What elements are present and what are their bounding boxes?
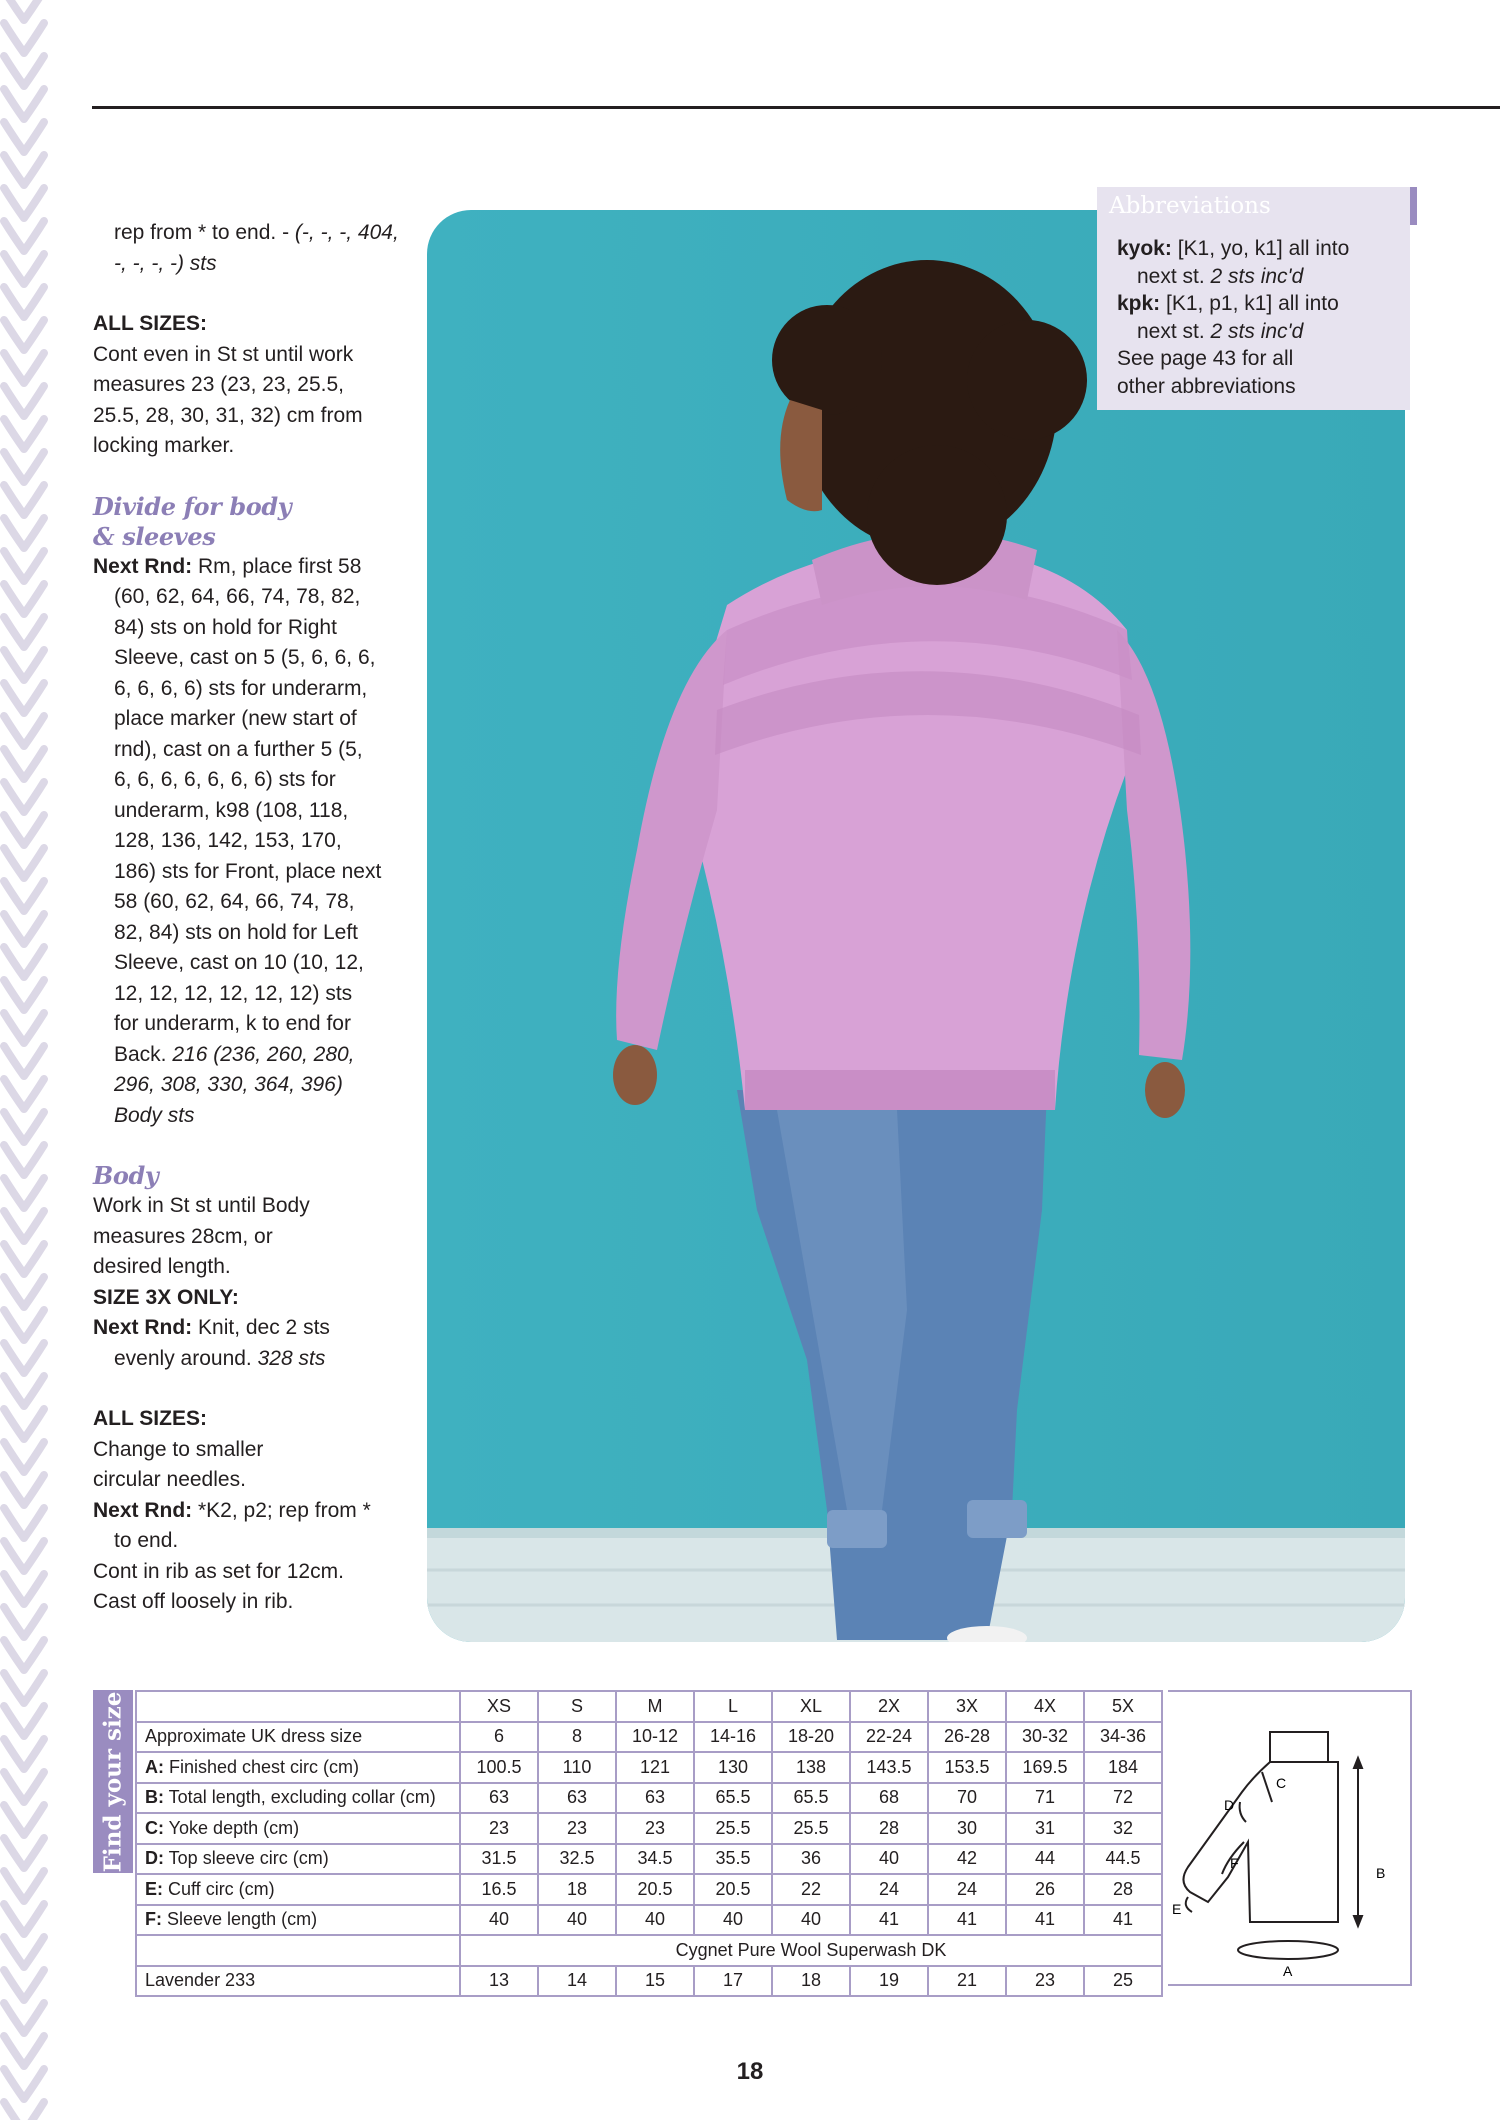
cable-chevron: [4, 23, 44, 53]
measurement-value: 35.5: [694, 1844, 772, 1875]
yarn-blank-cell: [136, 1935, 460, 1966]
instruction-line: 186) sts for Front, place next: [114, 859, 382, 883]
colour-ball-count: 18: [772, 1966, 850, 1997]
measurement-value: 24: [850, 1874, 928, 1905]
abbreviation-entry: next st. 2 sts inc'd: [1137, 264, 1304, 288]
cable-chevron: [4, 716, 44, 746]
size-header-cell: M: [616, 1691, 694, 1722]
cable-chevron: [4, 1904, 44, 1934]
instruction-line: Work in St st until Body: [93, 1194, 310, 1217]
colour-ball-count: 17: [694, 1966, 772, 1997]
instruction-line: 84) sts on hold for Right: [114, 615, 337, 639]
cable-chevron: [4, 155, 44, 185]
instruction-line: 12, 12, 12, 12, 12, 12) sts: [114, 981, 353, 1005]
cable-chevron: [4, 1706, 44, 1736]
measurement-value: 32.5: [538, 1844, 616, 1875]
measurement-value: 41: [928, 1905, 1006, 1936]
measurement-name: Top sleeve circ (cm): [164, 1848, 329, 1869]
cable-chevron: [4, 353, 44, 383]
measurement-value: 65.5: [694, 1783, 772, 1814]
measurement-row: [136, 1905, 1162, 1936]
measurement-value: 44: [1006, 1844, 1084, 1875]
size-header-row: [136, 1691, 1162, 1722]
abbreviation-entry: next st. 2 sts inc'd: [1137, 319, 1304, 343]
cable-chevron: [4, 947, 44, 977]
measurement-value: 22: [772, 1874, 850, 1905]
size-header-cell: 3X: [928, 1691, 1006, 1722]
colour-ball-count: 23: [1006, 1966, 1084, 1997]
instruction-line: rep from * to end. - (-, -, -, 404,: [114, 221, 399, 244]
size-chart: [93, 1690, 1407, 2020]
yarn-name-cell: Cygnet Pure Wool Superwash DK: [460, 1935, 1162, 1966]
measurement-row: [136, 1874, 1162, 1905]
instruction-line: circular needles.: [93, 1468, 246, 1491]
size-table: [135, 1690, 1163, 1997]
measurement-label: [136, 1783, 460, 1814]
measurement-value: 30: [928, 1813, 1006, 1844]
size-header-cell: S: [538, 1691, 616, 1722]
instruction-line: Sleeve, cast on 10 (10, 12,: [114, 951, 364, 974]
instruction-line: Cast off loosely in rib.: [93, 1590, 294, 1613]
measurement-value: 25.5: [772, 1813, 850, 1844]
abbreviation-note: other abbreviations: [1117, 374, 1296, 398]
cable-chevron: [4, 452, 44, 482]
cable-chevron: [4, 1772, 44, 1802]
measurement-name: Sleeve length (cm): [162, 1909, 318, 1930]
cable-chevron: [4, 1673, 44, 1703]
measurement-value: 10-12: [616, 1722, 694, 1753]
measurement-label: [136, 1752, 460, 1783]
instruction-line: locking marker.: [93, 434, 235, 457]
abbreviation-note: See page 43 for all: [1117, 347, 1294, 370]
label-e: E: [1172, 1901, 1182, 1917]
measurement-value: 138: [772, 1752, 850, 1783]
size-header-cell: L: [694, 1691, 772, 1722]
cable-chevron: [4, 254, 44, 284]
cable-chevron: [4, 1409, 44, 1439]
instruction-line: Change to smaller: [93, 1437, 264, 1461]
measurement-value: 143.5: [850, 1752, 928, 1783]
yarn-row: [136, 1935, 1162, 1966]
header-rule: [92, 106, 1500, 109]
measurement-row: [136, 1813, 1162, 1844]
model-wearing-sweater-image: [427, 210, 1405, 1642]
cable-chevron: [4, 1145, 44, 1175]
instruction-line: -, -, -, -) sts: [114, 251, 217, 275]
instruction-line: Sleeve, cast on 5 (5, 6, 6, 6,: [114, 646, 376, 669]
measurement-value: 40: [772, 1905, 850, 1936]
measurement-value: 41: [850, 1905, 928, 1936]
measurement-value: 44.5: [1084, 1844, 1162, 1875]
cable-chevron: [4, 1277, 44, 1307]
measurement-value: 22-24: [850, 1722, 928, 1753]
cable-pattern-border: [0, 0, 50, 2120]
measurement-value: 23: [460, 1813, 538, 1844]
instruction-line: Cont even in St st until work: [93, 342, 354, 366]
measurement-value: 26: [1006, 1874, 1084, 1905]
cable-chevron: [4, 1640, 44, 1670]
measurement-value: 121: [616, 1752, 694, 1783]
size-header-cell: XL: [772, 1691, 850, 1722]
measurement-value: 40: [616, 1905, 694, 1936]
cable-chevron: [4, 782, 44, 812]
cable-chevron: [4, 650, 44, 680]
cable-chevron: [4, 1541, 44, 1571]
cable-chevron: [4, 221, 44, 251]
cable-chevron: [4, 848, 44, 878]
cable-chevron: [4, 980, 44, 1010]
measurement-row: [136, 1752, 1162, 1783]
measurement-value: 100.5: [460, 1752, 538, 1783]
measurement-key: D:: [145, 1848, 164, 1869]
cable-chevron: [4, 1508, 44, 1538]
measurement-label: [136, 1722, 460, 1753]
instruction-line: Back. 216 (236, 260, 280,: [114, 1042, 355, 1066]
instruction-line: 6, 6, 6, 6, 6, 6, 6) sts for: [114, 768, 336, 791]
cable-chevron: [4, 881, 44, 911]
cable-chevron: [4, 1739, 44, 1769]
cable-chevron: [4, 584, 44, 614]
instruction-line: 128, 136, 142, 153, 170,: [114, 829, 342, 852]
measurement-row: [136, 1783, 1162, 1814]
measurement-value: 40: [694, 1905, 772, 1936]
colour-ball-count: 19: [850, 1966, 928, 1997]
sweater-measurement-diagram: [1168, 1690, 1412, 1986]
measurement-name: Finished chest circ (cm): [164, 1756, 360, 1777]
label-f: F: [1230, 1855, 1239, 1871]
measurement-value: 36: [772, 1844, 850, 1875]
measurement-value: 25.5: [694, 1813, 772, 1844]
measurement-key: A:: [145, 1756, 164, 1777]
cable-chevron: [4, 1937, 44, 1967]
cable-chevron: [4, 749, 44, 779]
size-header-cell: 5X: [1084, 1691, 1162, 1722]
instruction-line: desired length.: [93, 1255, 231, 1278]
cable-chevron: [4, 1046, 44, 1076]
label-c: C: [1276, 1775, 1287, 1791]
measurement-value: 23: [616, 1813, 694, 1844]
colour-row: [136, 1966, 1162, 1997]
section-label-size-3x: SIZE 3X ONLY:: [93, 1285, 239, 1309]
measurement-value: 63: [616, 1783, 694, 1814]
measurement-label: [136, 1874, 460, 1905]
measurement-value: 72: [1084, 1783, 1162, 1814]
cable-chevron: [4, 1343, 44, 1373]
cable-chevron: [4, 1805, 44, 1835]
instruction-line: for underarm, k to end for: [114, 1012, 351, 1035]
measurement-name: Approximate UK dress size: [145, 1726, 363, 1747]
measurement-value: 20.5: [694, 1874, 772, 1905]
page-number: 18: [736, 2058, 764, 2085]
measurement-value: 16.5: [460, 1874, 538, 1905]
cable-chevron: [4, 1178, 44, 1208]
cable-chevron: [4, 1211, 44, 1241]
measurement-value: 40: [460, 1905, 538, 1936]
measurement-value: 30-32: [1006, 1722, 1084, 1753]
abbreviations-title: Abbreviations: [1097, 187, 1417, 225]
instruction-line: 296, 308, 330, 364, 396): [114, 1073, 343, 1096]
cable-chevron: [4, 1376, 44, 1406]
section-heading-body: Body: [93, 1161, 159, 1190]
colour-label: Lavender 233: [136, 1966, 460, 1997]
cable-chevron: [4, 320, 44, 350]
measurement-value: 14-16: [694, 1722, 772, 1753]
measurement-value: 28: [1084, 1874, 1162, 1905]
instruction-line: measures 28cm, or: [93, 1224, 273, 1248]
cable-chevron: [4, 2102, 44, 2120]
measurement-row: [136, 1844, 1162, 1875]
measurement-value: 32: [1084, 1813, 1162, 1844]
measurement-name: Cuff circ (cm): [163, 1878, 275, 1899]
instruction-line: 25.5, 28, 30, 31, 32) cm from: [93, 403, 363, 427]
instruction-line: measures 23 (23, 23, 25.5,: [93, 373, 344, 396]
measurement-value: 63: [538, 1783, 616, 1814]
cable-chevron: [4, 56, 44, 86]
abbreviation-entry: kpk: [K1, p1, k1] all into: [1117, 292, 1339, 315]
instruction-line: evenly around. 328 sts: [114, 1346, 326, 1370]
sweater-schematic: [1168, 1692, 1410, 1986]
measurement-value: 71: [1006, 1783, 1084, 1814]
measurement-value: 184: [1084, 1752, 1162, 1783]
cable-chevron: [4, 551, 44, 581]
measurement-value: 18: [538, 1874, 616, 1905]
decorative-border: [0, 0, 50, 2120]
measurement-value: 65.5: [772, 1783, 850, 1814]
cable-chevron: [4, 914, 44, 944]
measurement-value: 31.5: [460, 1844, 538, 1875]
measurement-value: 20.5: [616, 1874, 694, 1905]
measurement-value: 110: [538, 1752, 616, 1783]
abbreviations-box: [1097, 187, 1417, 410]
size-header-cell: 4X: [1006, 1691, 1084, 1722]
measurement-value: 41: [1006, 1905, 1084, 1936]
cable-chevron: [4, 617, 44, 647]
cable-chevron: [4, 89, 44, 119]
cable-chevron: [4, 1442, 44, 1472]
colour-ball-count: 15: [616, 1966, 694, 1997]
measurement-value: 34.5: [616, 1844, 694, 1875]
measurement-value: 28: [850, 1813, 928, 1844]
label-a: A: [1283, 1963, 1293, 1979]
instruction-line: Cont in rib as set for 12cm.: [93, 1559, 344, 1583]
colour-ball-count: 14: [538, 1966, 616, 1997]
cable-chevron: [4, 287, 44, 317]
cable-chevron: [4, 386, 44, 416]
cable-chevron: [4, 1244, 44, 1274]
measurement-value: 169.5: [1006, 1752, 1084, 1783]
measurement-value: 18-20: [772, 1722, 850, 1753]
measurement-value: 40: [538, 1905, 616, 1936]
measurement-key: E:: [145, 1878, 163, 1899]
measurement-value: 68: [850, 1783, 928, 1814]
section-label-all-sizes: ALL SIZES:: [93, 1407, 207, 1430]
measurement-value: 6: [460, 1722, 538, 1753]
instruction-line: (60, 62, 64, 66, 74, 78, 82,: [114, 585, 361, 608]
measurement-label: [136, 1905, 460, 1936]
colour-ball-count: 25: [1084, 1966, 1162, 1997]
section-heading-divide: & sleeves: [93, 521, 216, 551]
cable-chevron: [4, 1574, 44, 1604]
instruction-line: Body sts: [114, 1103, 195, 1127]
pattern-instructions: [93, 218, 413, 1618]
instruction-line: underarm, k98 (108, 118,: [114, 798, 349, 822]
cable-chevron: [4, 1970, 44, 2000]
cable-chevron: [4, 188, 44, 218]
instruction-line: place marker (new start of: [114, 707, 357, 730]
instruction-line: Next Rnd: Rm, place first 58: [93, 554, 362, 578]
measurement-key: C:: [145, 1817, 164, 1838]
measurement-value: 70: [928, 1783, 1006, 1814]
cable-chevron: [4, 485, 44, 515]
measurement-value: 153.5: [928, 1752, 1006, 1783]
cable-chevron: [4, 1838, 44, 1868]
instruction-line: 6, 6, 6, 6) sts for underarm,: [114, 676, 368, 700]
measurement-value: 8: [538, 1722, 616, 1753]
measurement-value: 42: [928, 1844, 1006, 1875]
measurement-value: 26-28: [928, 1722, 1006, 1753]
measurement-value: 130: [694, 1752, 772, 1783]
cable-chevron: [4, 1607, 44, 1637]
instruction-line: to end.: [114, 1529, 179, 1552]
instruction-line: 58 (60, 62, 64, 66, 74, 78,: [114, 890, 355, 913]
instruction-line: Next Rnd: *K2, p2; rep from *: [93, 1498, 371, 1522]
cable-chevron: [4, 1310, 44, 1340]
measurement-value: 23: [538, 1813, 616, 1844]
cable-chevron: [4, 0, 44, 20]
instruction-line: 82, 84) sts on hold for Left: [114, 920, 358, 944]
size-header-cell: 2X: [850, 1691, 928, 1722]
measurement-key: F:: [145, 1909, 162, 1930]
model-photo: [427, 210, 1405, 1642]
cable-chevron: [4, 122, 44, 152]
label-b: B: [1376, 1865, 1386, 1881]
instruction-line: Next Rnd: Knit, dec 2 sts: [93, 1316, 330, 1339]
cable-chevron: [4, 1079, 44, 1109]
cable-chevron: [4, 1112, 44, 1142]
measurement-name: Total length, excluding collar (cm): [164, 1787, 436, 1808]
abbreviation-entry: kyok: [K1, yo, k1] all into: [1117, 237, 1350, 260]
instruction-line: rnd), cast on a further 5 (5,: [114, 737, 363, 761]
section-heading-divide: Divide for body: [93, 491, 292, 521]
label-d: D: [1224, 1797, 1235, 1813]
measurement-label: [136, 1813, 460, 1844]
cable-chevron: [4, 1013, 44, 1043]
find-your-size-tab: Find your size: [93, 1690, 133, 1873]
header-blank-cell: [136, 1691, 460, 1722]
measurement-value: 41: [1084, 1905, 1162, 1936]
cable-chevron: [4, 683, 44, 713]
cable-chevron: [4, 1475, 44, 1505]
measurement-value: 34-36: [1084, 1722, 1162, 1753]
size-header-cell: XS: [460, 1691, 538, 1722]
measurement-key: B:: [145, 1787, 164, 1808]
colour-ball-count: 21: [928, 1966, 1006, 1997]
measurement-value: 40: [850, 1844, 928, 1875]
measurement-value: 63: [460, 1783, 538, 1814]
colour-ball-count: 13: [460, 1966, 538, 1997]
measurement-name: Yoke depth (cm): [164, 1817, 300, 1838]
cable-chevron: [4, 815, 44, 845]
measurement-label: [136, 1844, 460, 1875]
measurement-value: 31: [1006, 1813, 1084, 1844]
section-label-all-sizes: ALL SIZES:: [93, 312, 207, 335]
cable-chevron: [4, 2003, 44, 2033]
cable-chevron: [4, 419, 44, 449]
cable-chevron: [4, 1871, 44, 1901]
measurement-value: 24: [928, 1874, 1006, 1905]
cable-chevron: [4, 518, 44, 548]
measurement-row: [136, 1722, 1162, 1753]
